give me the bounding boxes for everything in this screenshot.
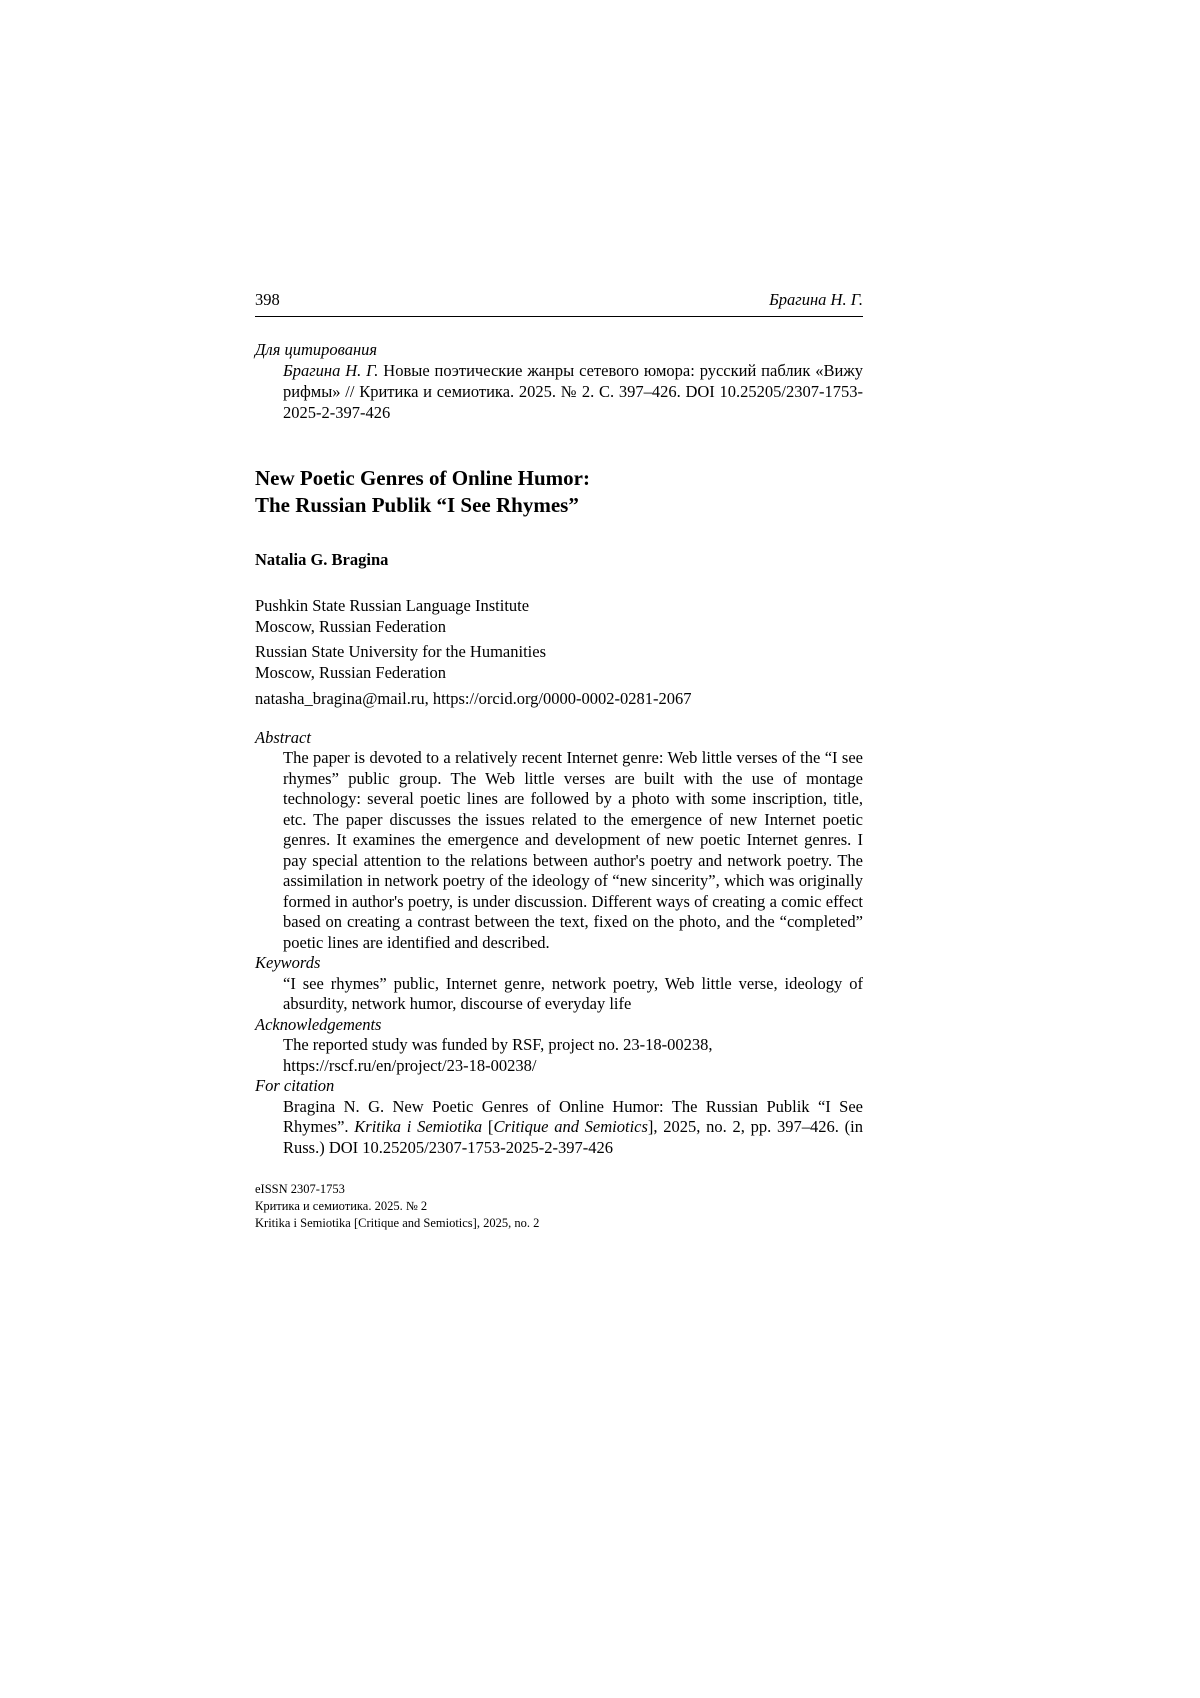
footer-journal-ru: Критика и семиотика. 2025. № 2 <box>255 1199 428 1213</box>
for-citation-label: For citation <box>255 1076 335 1095</box>
contact-line[interactable]: natasha_bragina@mail.ru, https://orcid.org/0000-0002-0281-2067 <box>255 689 692 708</box>
running-head: Брагина Н. Г. <box>769 290 863 309</box>
affiliation-2 <box>255 642 863 683</box>
footer-journal-en: Kritika i Semiotika [Critique and Semiotics], 2025, no. 2 <box>255 1216 540 1230</box>
page-footer <box>255 1181 539 1232</box>
for-citation-journal: Kritika i Semiotika <box>354 1117 483 1136</box>
page-content <box>255 0 863 1158</box>
affiliation-1-org: Pushkin State Russian Language Institute <box>255 596 530 615</box>
acknowledgements-line1: The reported study was funded by RSF, project no. 23-18-00238, <box>283 1035 713 1054</box>
footer-eissn: eISSN 2307-1753 <box>255 1182 345 1196</box>
acknowledgements-label: Acknowledgements <box>255 1014 382 1034</box>
article-title <box>255 465 863 519</box>
affiliation-2-place: Moscow, Russian Federation <box>255 662 446 682</box>
citation-ru-body: Новые поэтические жанры сетевого юмора: русский паблик «Вижу рифмы» // Критика и семиотика. 2025. № 2. С. 397–426. DOI 10.25205/2307-1753-2025-2-397-426 <box>283 361 864 422</box>
for-citation-journal-en: Critique and Semiotics <box>493 1117 648 1136</box>
citation-ru-text <box>283 360 863 423</box>
affiliation-1 <box>255 596 863 637</box>
author-name: Natalia G. Bragina <box>255 550 389 569</box>
acknowledgements-link[interactable]: https://rscf.ru/en/project/23-18-00238/ <box>283 1055 537 1075</box>
keywords-text: “I see rhymes” public, Internet genre, network poetry, Web little verse, ideology of absurdity, network humor, discourse of everyday life <box>283 973 863 1013</box>
for-citation-part5: ], 2025, no. 2, pp. 397–426. (in Russ.) DOI 10.25205/2307-1753-2025-2-397-426 <box>283 1117 863 1157</box>
abstract-text: The paper is devoted to a relatively recent Internet genre: Web little verses of the “I see rhymes” public group. The Web little verses are built with the use of montage technology: several poetic lines are followed by a photo with some inscription, title, etc. The paper discusses the issues related to the emergence of new Internet poetic genres. It examines the emergence and development of new poetic Internet genres. I pay special attention to the relations between author's poetry and network poetry. The assimilation in network poetry of the ideology of “new sincerity”, which was originally formed in author's poetry, is under discussion. Different ways of creating a comic effect based on creating a contrast between the text, fixed on the photo, and the “completed” poetic lines are identified and described. <box>283 748 863 952</box>
keywords-label: Keywords <box>255 953 321 972</box>
article-title-line2: The Russian Publik “I See Rhymes” <box>255 493 579 517</box>
page-header <box>255 289 863 317</box>
page-number: 398 <box>255 290 280 309</box>
affiliation-1-place: Moscow, Russian Federation <box>255 616 446 636</box>
abstract-label: Abstract <box>255 727 311 747</box>
for-citation-bracket-open: [ <box>482 1117 494 1136</box>
citation-ru-author: Брагина Н. Г. <box>283 361 379 380</box>
acknowledgements-text <box>283 1035 863 1076</box>
for-citation-text <box>283 1097 863 1159</box>
affiliation-2-org: Russian State University for the Humanities <box>255 642 546 661</box>
for-citation-part1: Bragina N. G. New Poetic Genres of Online Humor: The Russian Publik “I See Rhymes”. <box>283 1096 863 1136</box>
citation-ru-label: Для цитирования <box>255 340 378 359</box>
article-title-line1: New Poetic Genres of Online Humor: <box>255 466 590 490</box>
